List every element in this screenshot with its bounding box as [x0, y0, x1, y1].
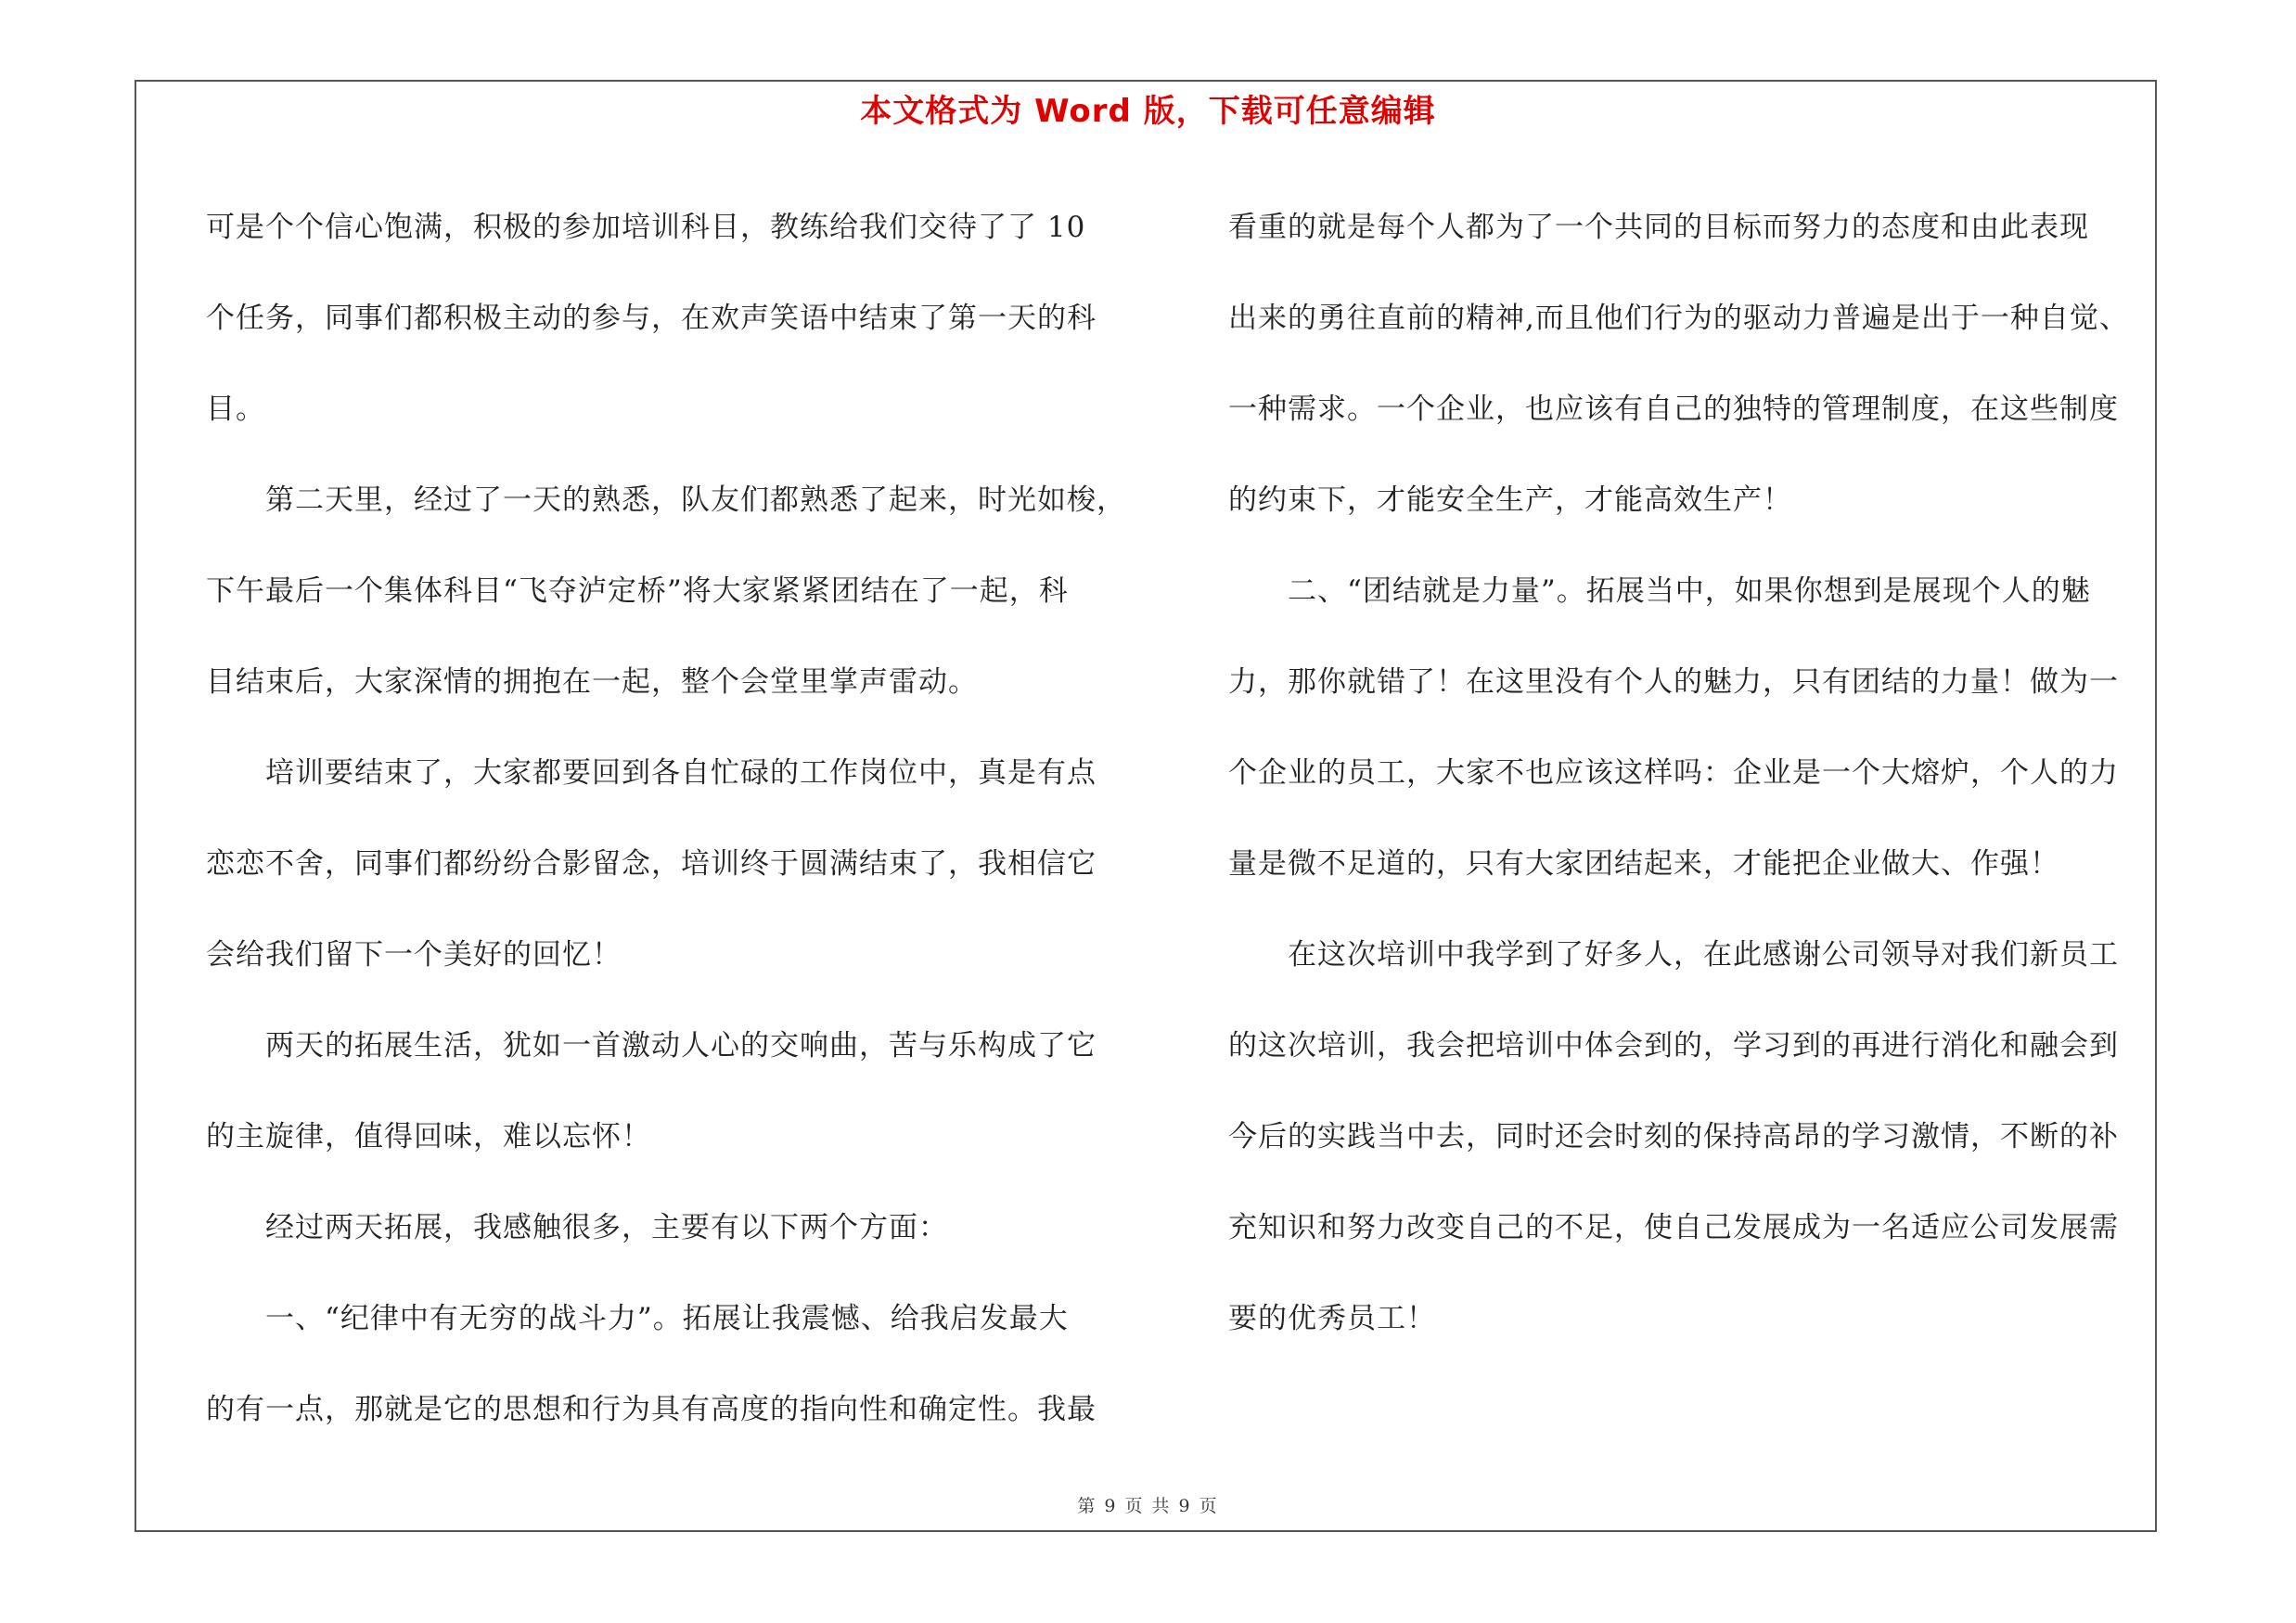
text-line: 两天的拓展生活，犹如一首激动人心的交响曲，苦与乐构成了它: [206, 1029, 1097, 1063]
text-line: 第二天里，经过了一天的熟悉，队友们都熟悉了起来，时光如梭，: [206, 483, 1126, 517]
text-line: 个企业的员工，大家不也应该这样吗：企业是一个大熔炉，个人的力: [1228, 756, 2119, 790]
text-line: 个任务，同事们都积极主动的参与，在欢声笑语中结束了第一天的科: [206, 302, 1097, 335]
text-line: 可是个个信心饱满，积极的参加培训科目，教练给我们交待了了 10: [206, 211, 1086, 244]
text-line: 充知识和努力改变自己的不足，使自己发展成为一名适应公司发展需: [1228, 1211, 2119, 1244]
text-line: 下午最后一个集体科目“飞夺泸定桥”将大家紧紧团结在了一起，科: [206, 574, 1069, 608]
text-line: 的约束下，才能安全生产，才能高效生产！: [1228, 483, 1792, 517]
left-text-column: [206, 182, 1124, 1455]
text-line: 一种需求。一个企业，也应该有自己的独特的管理制度，在这些制度: [1228, 393, 2119, 426]
text-line: 的主旋律，值得回味，难以忘怀！: [206, 1120, 651, 1153]
document-banner: 本文格式为 Word 版，下载可任意编辑: [860, 93, 1436, 130]
text-line: 会给我们留下一个美好的回忆！: [206, 938, 622, 972]
text-line: 在这次培训中我学到了好多人，在此感谢公司领导对我们新员工: [1228, 938, 2119, 972]
text-line: 要的优秀员工！: [1228, 1302, 1436, 1335]
page-number: 第 9 页 共 9 页: [1077, 1496, 1219, 1516]
text-line: 量是微不足道的，只有大家团结起来，才能把企业做大、作强！: [1228, 847, 2059, 881]
text-line: 目。: [206, 393, 265, 426]
right-text-column: [1228, 182, 2174, 1364]
text-line: 的这次培训，我会把培训中体会到的，学习到的再进行消化和融会到: [1228, 1029, 2119, 1063]
text-line: 的有一点，那就是它的思想和行为具有高度的指向性和确定性。我最: [206, 1393, 1097, 1426]
text-line: 力，那你就错了！在这里没有个人的魅力，只有团结的力量！做为一: [1228, 665, 2119, 699]
text-line: 一、“纪律中有无穷的战斗力”。拓展让我震憾、给我启发最大: [206, 1302, 1069, 1335]
text-line: 目结束后，大家深情的拥抱在一起，整个会堂里掌声雷动。: [206, 665, 978, 699]
text-line: 经过两天拓展，我感触很多，主要有以下两个方面：: [206, 1211, 948, 1244]
text-line: 看重的就是每个人都为了一个共同的目标而努力的态度和由此表现: [1228, 211, 2089, 244]
text-line: 恋恋不舍，同事们都纷纷合影留念，培训终于圆满结束了，我相信它: [206, 847, 1097, 881]
text-line: 出来的勇往直前的精神,而且他们行为的驱动力普遍是出于一种自觉、: [1228, 302, 2129, 335]
text-line: 今后的实践当中去，同时还会时刻的保持高昂的学习激情，不断的补: [1228, 1120, 2119, 1153]
text-line: 二、“团结就是力量”。拓展当中，如果你想到是展现个人的魅: [1228, 574, 2091, 608]
text-line: 培训要结束了，大家都要回到各自忙碌的工作岗位中，真是有点: [206, 756, 1097, 790]
